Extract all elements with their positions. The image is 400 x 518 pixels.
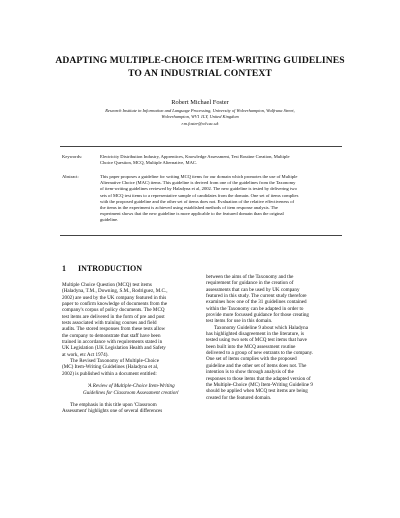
abstract-line: sets of MCQ test items to a representative sample of candidates from the domain. One set of items complies [100, 192, 299, 198]
body-line: between the aims of the Taxonomy and the [206, 274, 294, 280]
abstract-line: guideline. [100, 217, 119, 223]
keywords-top-rule [60, 146, 342, 147]
author-name: Robert Michael Foster [171, 99, 229, 106]
abstract-line: the items in the experiment is achieved using established methods of item response analysis. The [100, 205, 278, 211]
body-line: The emphasis in this title upon 'Classroom [70, 401, 157, 408]
affiliation-line-2: Wolverhampton, WV1 1LY, United Kingdom [161, 114, 239, 120]
keywords-line-1: Electricity Distribution Industry, Apprentices, Knowledge Assessment, Test Routine Creation, Multiple [100, 154, 290, 159]
body-line: the company to demonstrate that staff have been [62, 332, 161, 339]
body-line: (Haladyna, T.M., Downing, S.M., Rodriguez, M.C., [62, 288, 168, 295]
body-line: tested using two sets of MCQ test items that have [206, 337, 307, 344]
body-line: 2002) are used by the UK company featured in this [62, 294, 167, 301]
body-line: at work, etc Act 1974). [62, 351, 109, 358]
keywords-label: Keywords: [62, 154, 83, 159]
abstract-label: Abstract: [62, 174, 79, 179]
affiliation-line-1: Research Institute in Information and Language Processing, University of Wolverhampton, Wulfruna Street, [105, 108, 295, 113]
abstract-line: This paper proposes a guideline for writing MCQ items for our domain which promotes the use of Multiple [100, 174, 298, 179]
title-line-2: TO AN INDUSTRIAL CONTEXT [128, 67, 272, 79]
body-line: test items for use in this domain. [206, 318, 273, 325]
body-line: tests associated with training courses and field [62, 320, 157, 327]
body-line: created for the featured domain. [206, 394, 272, 401]
body-line: 2002) is published within a document entitled: [62, 370, 157, 377]
body-line: guideline and the other set of items does not. The [206, 362, 307, 369]
left-column [62, 282, 200, 415]
body-line: audits. The stored responses from these tests allow [62, 326, 166, 333]
body-line: has highlighted disagreement in the literature, is [206, 331, 305, 338]
body-line: delivered to a group of new entrants to the company. [206, 350, 314, 357]
body-line: provide more focussed guidance for those creating [206, 312, 309, 319]
body-line: within the Taxonomy can be adapted in order to [206, 305, 304, 312]
abstract-text [100, 174, 340, 224]
abstract-line: of item-writing guidelines reviewed by Haladyna et al, 2002. The new guideline is tested by delivering two [100, 186, 297, 192]
title-line-1: ADAPTING MULTIPLE-CHOICE ITEM-WRITING GUIDELINES [55, 55, 345, 66]
body-line: Multiple Choice Question (MCQ) test items [62, 282, 152, 288]
body-line: test items are delivered in the form of pre and post [62, 313, 165, 320]
section-heading [62, 264, 142, 274]
body-line: assessments that can be used by UK company [206, 286, 300, 293]
body-line: requirement for guidance in the creation of [206, 280, 294, 287]
paper-title [40, 55, 360, 80]
section-title: INTRODUCTION [78, 264, 143, 273]
right-column [206, 274, 344, 401]
keywords-text [100, 154, 340, 166]
body-line: featured in this study. The current study therefore [206, 293, 307, 300]
quote-line: 'A Review of Multiple-Choice Item-Writing [87, 383, 175, 390]
body-line: One set of items complies with the proposed [206, 356, 297, 363]
abstract-line: with the proposed guideline and the other set of items does not. Evaluation of the relative effectiveness of [100, 198, 295, 204]
body-line: (MC) Item-Writing Guidelines (Haladyna et al, [62, 364, 159, 371]
body-line: paper to confirm knowledge of documents from the [62, 301, 168, 308]
abstract-line: experiment shows that the new guideline is more applicable to the featured domain than the original [100, 211, 284, 217]
body-line: been built into the MCQ assessment routine [206, 343, 296, 350]
body-line: examines how one of the 31 guidelines contained [206, 299, 307, 306]
quote-line: Guidelines for Classroom Assessment creation' [83, 389, 179, 396]
abstract-line: Alternative Choice (MAC) items. This guideline is derived from one of the guidelines from the Taxonomy [100, 180, 296, 186]
body-line: Taxonomy Guideline 9 about which Haladyna [214, 324, 308, 331]
body-line: responses to those items that the adapted version of [206, 375, 311, 382]
abstract-bottom-rule [60, 235, 342, 236]
author-email: r.m.foster@wlv.ac.uk [181, 120, 219, 126]
body-line: the Multiple-Choice (MC) Item-Writing Guideline 9 [206, 381, 313, 388]
body-line: intention is to show through analysis of the [206, 369, 294, 376]
section-number: 1 [62, 264, 66, 273]
body-line: trained in accordance with requirements stated in [62, 339, 163, 346]
body-line: UK Legislation (UK Legislation Health and Safety [62, 345, 166, 352]
body-line: Assessment' highlights one of several differences [62, 408, 163, 415]
author-affiliation [60, 108, 340, 127]
body-line: should be applied when MCQ test items are being [206, 388, 308, 395]
keywords-line-2: Choice Question, MCQ, Multiple Alternative, MAC. [100, 160, 198, 166]
body-line: company's corpus of policy documents. The MCQ [62, 307, 165, 314]
body-line: The Revised Taxonomy of Multiple-Choice [70, 358, 159, 365]
